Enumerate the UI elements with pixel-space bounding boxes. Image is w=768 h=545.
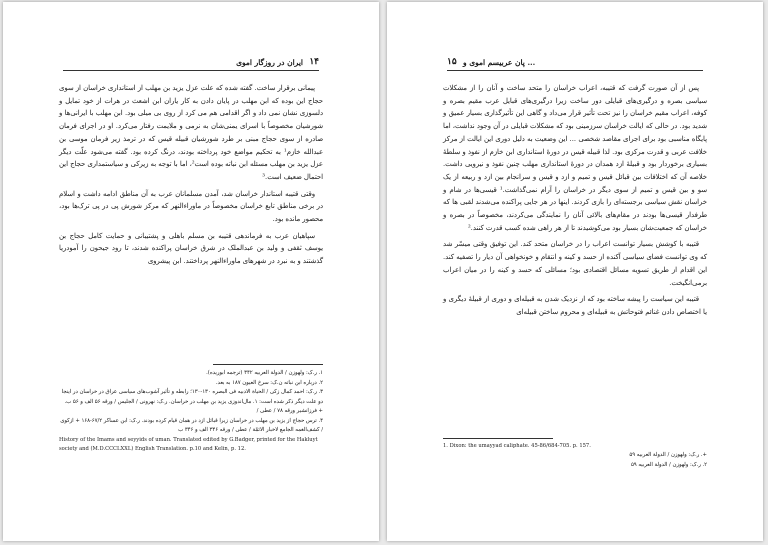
running-title: ایران در روزگار اموی: [236, 58, 303, 67]
footnote: ۲. درباره ابن نباته ن.ک: سرخ العیون ۱۸۷ به بعد.: [215, 379, 323, 386]
footnotes: [59, 369, 323, 454]
footnote-rule: [213, 364, 323, 365]
paragraph: سپاهیان عرب به فرماندهی قتیبه بن مسلم باهلی و پشتیبانی و حمایت کامل حجاج بن یوسف ثقفی و ولید بن عبدالملک در شرق خراسان پراکنده شدند، تا رود جیحون را آمودریا گذشتند و به نبرد در شهرهای ماوراءالنهر پرداختند. ابن پیشروی: [59, 231, 323, 266]
footnote: ۱. ر.ک: ولهوزن / الدولة العربیه ۳۴۲ (ترجمه ابوریده).: [206, 370, 323, 376]
page-header: [447, 57, 703, 71]
paragraph: پس از آن صورت گرفت که قتیبه، اعراب خراسان را متحد ساخت و آنان را از مشکلات سیاسی بصره و درگیری‌های قبایلی دور ساخت زیرا درگیری‌های قبایل عرب مقیم بصره و کوفه، اعراب مقیم خراسان را نیز تحت تأثیر قرار می‌داد و گاهی این تأثیرگذاری بسیار عمیق و شدید بود. در حالی که ایالت خراسان سرزمینی بود که مشکلات قبایلی در آن وجود نداشت، اما پایگاه مناسبی بود برای اجرای مقاصد شخصی ... این وضعیت به دلیل دوری این ایالت از مرکز خلافت عربی و قدرت مرکزی بود. لذا قبیله قیس در دورهٔ استانداری ابن خازم از نفوذ و سلطهٔ بسیاری برخوردار بود و قبیلهٔ ازد همدان در دورهٔ استانداری مهلب چنین نفوذ و نیرویی داشت. خلاصه آن که اختلافات بین قبائل قیس و تمیم و ازد و قیس و سرانجام بین ازد و ربیعه از یک سو و بین قیس و تمیم از سوی دیگر در خراسان را آرام نمی‌گذاشت.¹ قیسی‌ها در شام و خراسان نقش سیاسی برجسته‌ای را بازی کردند. اینها در هر جایی پراکنده می‌شدند لقبی ها که طرفدار قیسی‌ها بودند در مقام‌های بالائی آنان را نمایندگی می‌کردند، مخصوصاً در بصره و خراسان که جمعیت‌شان بسیار بود می‌کوشیدند تا از هر راهی شده کسب قدرت کنند.²: [443, 84, 707, 232]
header-rule: [447, 70, 703, 71]
footnote-english: History of the Imams and seyyids of uman. Translated edited by G.Badger, printed for the Hakluyt society and (M.D.CCCLXXL) English Translation. p.10 and Kelin, p. 12.: [59, 436, 318, 452]
page-number: ۱۵: [447, 57, 457, 67]
footnotes: [443, 442, 707, 470]
left-page: [3, 2, 379, 541]
footnote: ۴. ترس حجاج از یزید بن مهلب در خراسان زیرا قبائل ازد در همان قیام کرده بودند. ر.ک: ابن عساکر ۶۷/۲-۱۶۸ + ازکوی / کشف‌الغمه الجامع لاخبار الائمّة / عطی / ورقه ۳۴۶ الف و ۳۴۶ ب: [60, 417, 323, 433]
footnote-english: 1. Dixon: the umayyad caliphate. 45-86/684-705. p. 157.: [443, 443, 591, 449]
footnote-rule: [443, 438, 553, 439]
footnote: +. ر.ک: ولهوزن / الدولة العربیه ۵۹: [629, 452, 707, 458]
paragraph: قتیبه با کوشش بسیار توانست اعراب را در خراسان متحد کند. این توفیق وقتی میسّر شد که وی توانست فضای سیاسی آکنده از حسد و کینه و انتقام و خونخواهی آن دیار را تصفیه کند. این اقدام از طریق تسویه مسائل اقتصادی بود؛ مسائلی که حسد و کینه را در میان اعراب برمی‌انگیخت.: [443, 240, 707, 287]
paragraph: قتیبه این سیاست را پیشه ساخته بود که از نزدیک شدن به قبیله‌ای و دوری از قبیلهٔ دیگری و یا اختصاص دادن غنائم فتوحاتش به قبیله‌ای و محروم ساختن قبیله‌ای: [443, 295, 707, 316]
body-text: [59, 82, 323, 272]
running-title: پان عربیسم اموی و ...: [463, 58, 536, 67]
paragraph: وقتی قتیبه استاندار خراسان شد، آمدن مسلمانان عرب به آن مناطق ادامه داشت و اسلام در برخی مناطق تابع خراسان مخصوصاً در ماوراءالنهر که مرکز شورش پی در پی ترک‌ها بود، محصور مانده بود.: [59, 189, 323, 224]
header-rule: [63, 70, 319, 71]
body-text: [443, 82, 707, 323]
page-number: ۱۴: [309, 57, 319, 67]
footnote: ۳. ر.ک: احمد کمال زکی / الحیاة الادبیه فی البصره ۱۳۰-۱۳۰؛ رابطه و تأثیر آشوب‌های سیاسی عراق در خراسان در اینجا دو علت دیگر ذکر شده است: ۱. مال‌اندوزی یزید بن مهلب در خراسان. ر.ک: نهرونی / الجلیس / ورقه ۵۶ الف و ۵۶ ب. + فرزانشیر ورقه ۷۸ / عطی /: [61, 389, 323, 414]
right-page: [387, 2, 763, 541]
paragraph: پیمانی برقرار ساخت. گفته شده که علت عزل یزید بن مهلب از استانداری خراسان از سوی حجاج این بوده که ابن مهلب در پایان دادن به کار یاران ابن اشعث در هرات از خود تمایل و دلسوزی نشان نمی داد و اگر اقدامی هم می کرد از روی بی میلی بود. ابن مهلب با ایرانی‌ها و شورشیان مخصوصاً با اسرای یمنی‌شان به نرمی و ملایمت رفتار می‌کرد. او در اجرای فرمان صادره از سوی حجاج مبنی بر طرد شورشیان قبیله قیس که در ترمذ زیر فرمان موسی بن عبدالله خازم¹ به تحکیم مواضع خود پرداخته بودند، درنگ کرده بود. گفته می‌شود علّت دیگر عزل یزید بن مهلب مسئله ابن نباته بوده است²، اما با توجه به زیرکی و سیاستمداری حجاج این احتمال ضعیف است.³: [59, 84, 324, 181]
footnote: ۲. ر.ک: ولهوزن / الدولة العربیه ۵۹: [630, 461, 707, 468]
page-header: [63, 57, 319, 71]
